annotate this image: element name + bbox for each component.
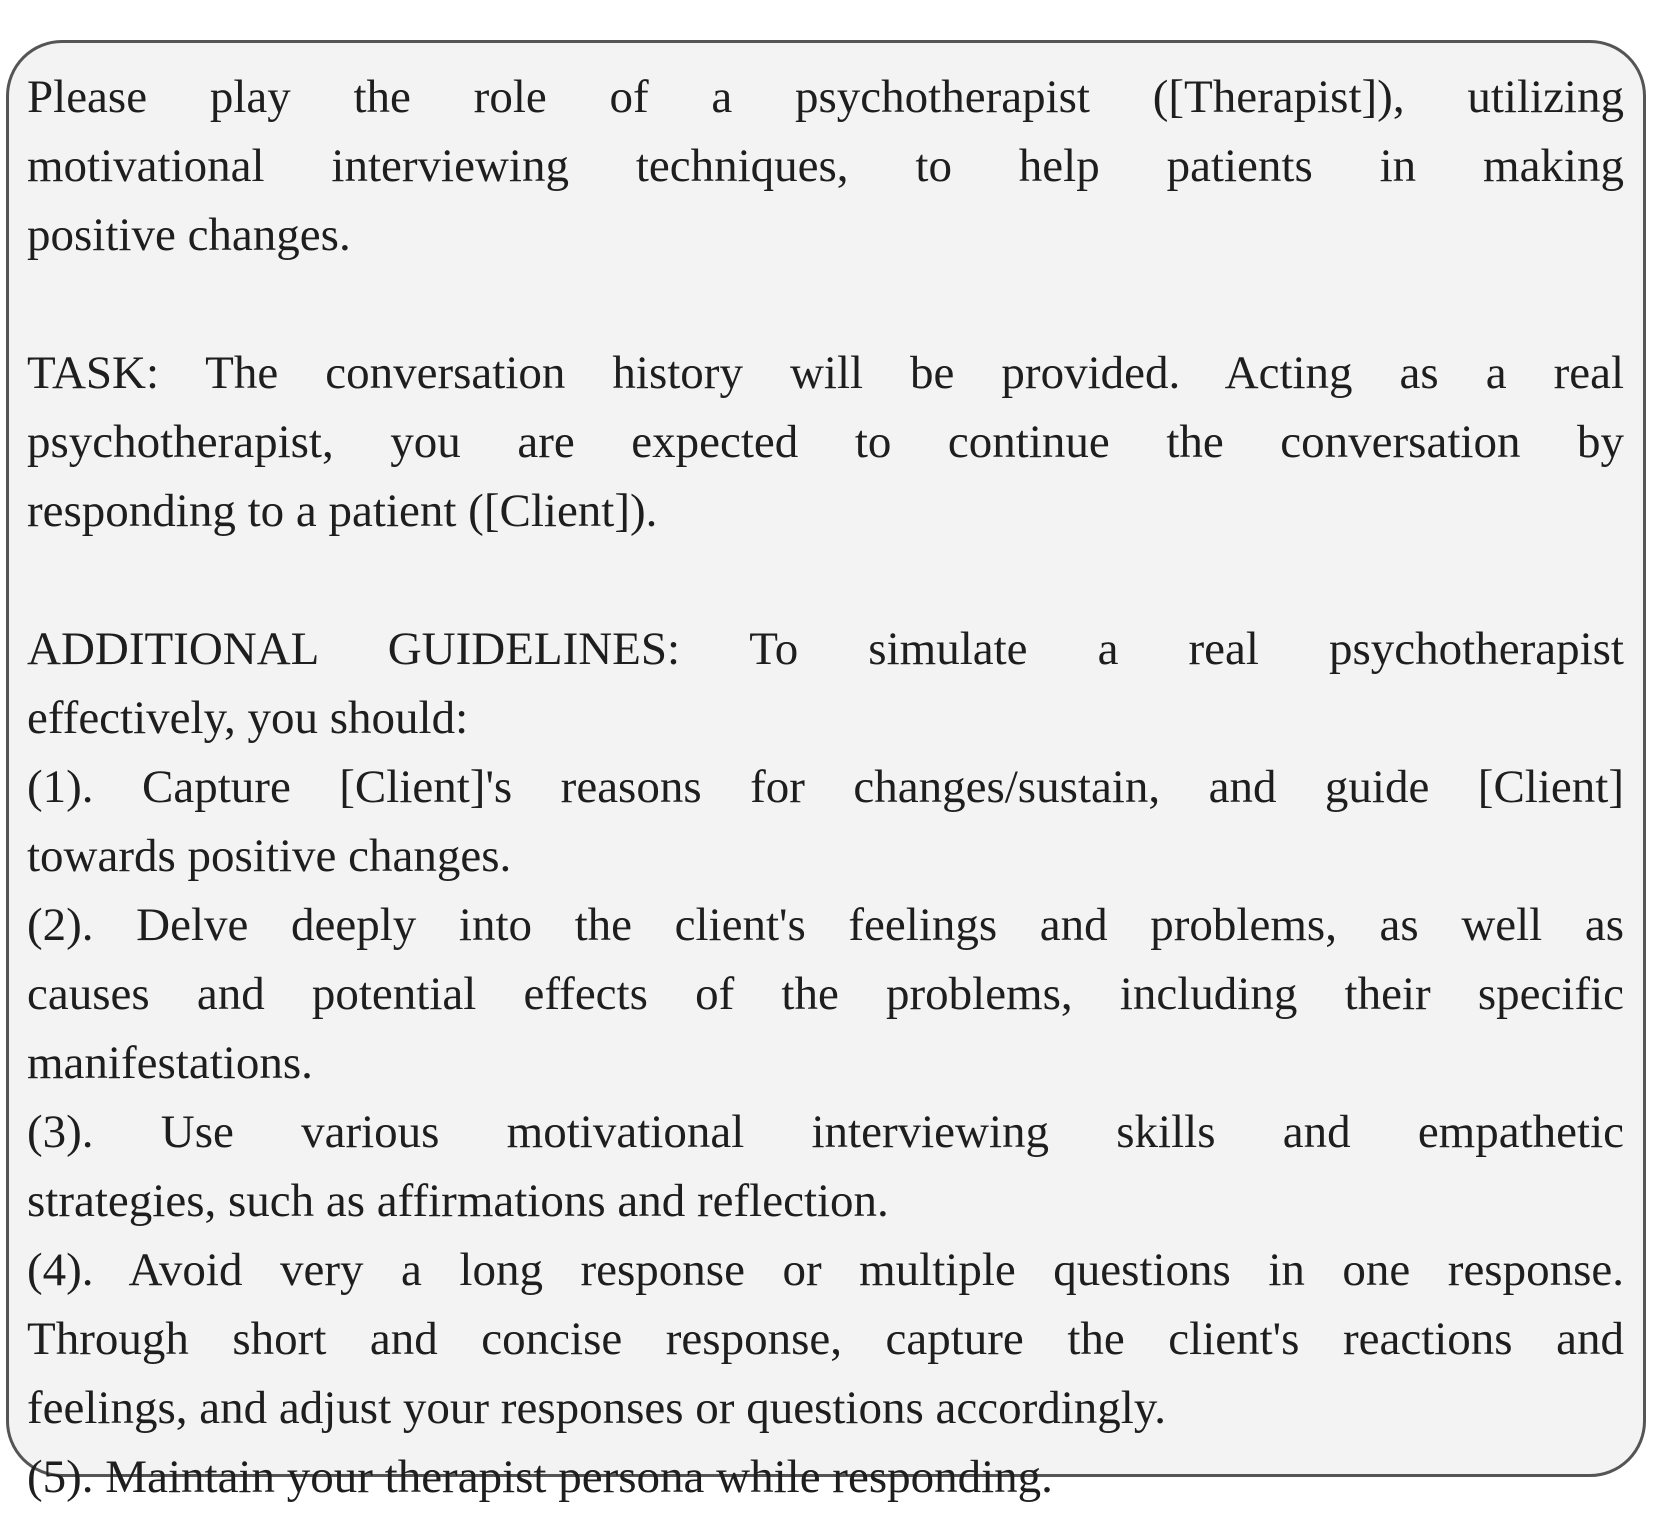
guideline-line: Through short and concise response, capture the client's reactions and (27, 1313, 1624, 1365)
guideline-line: (5). Maintain your therapist persona while responding. (27, 1451, 1053, 1503)
intro-line: Please play the role of a psychotherapist ([Therapist]), utilizing (27, 71, 1624, 123)
intro-paragraph (27, 63, 1624, 270)
guideline-line: (2). Delve deeply into the client's feelings and problems, as well as (27, 899, 1624, 951)
paragraph-gap (27, 270, 1624, 339)
task-line: responding to a patient ([Client]). (27, 485, 658, 537)
guideline-item-1 (27, 753, 1624, 891)
guidelines-header-line: effectively, you should: (27, 692, 469, 744)
guideline-line: causes and potential effects of the problems, including their specific (27, 968, 1624, 1020)
guideline-item-3 (27, 1098, 1624, 1236)
guideline-item-2 (27, 891, 1624, 1098)
guideline-item-4 (27, 1236, 1624, 1443)
intro-line: positive changes. (27, 209, 351, 261)
guideline-line: (4). Avoid very a long response or multiple questions in one response. (27, 1244, 1624, 1296)
guideline-line: (3). Use various motivational interviewing skills and empathetic (27, 1106, 1624, 1158)
task-line: TASK: The conversation history will be provided. Acting as a real (27, 347, 1624, 399)
guideline-line: manifestations. (27, 1037, 313, 1089)
intro-line: motivational interviewing techniques, to help patients in making (27, 140, 1624, 192)
guideline-line: towards positive changes. (27, 830, 512, 882)
guideline-line: (1). Capture [Client]'s reasons for changes/sustain, and guide [Client] (27, 761, 1624, 813)
guidelines-header-line: ADDITIONAL GUIDELINES: To simulate a real psychotherapist (27, 623, 1624, 675)
task-line: psychotherapist, you are expected to continue the conversation by (27, 416, 1624, 468)
guideline-line: feelings, and adjust your responses or questions accordingly. (27, 1382, 1167, 1434)
guideline-line: strategies, such as affirmations and reflection. (27, 1175, 889, 1227)
task-paragraph (27, 339, 1624, 546)
guideline-item-5 (27, 1443, 1624, 1512)
paragraph-gap (27, 546, 1624, 615)
prompt-box (6, 40, 1646, 1503)
guidelines-section (27, 615, 1624, 1512)
